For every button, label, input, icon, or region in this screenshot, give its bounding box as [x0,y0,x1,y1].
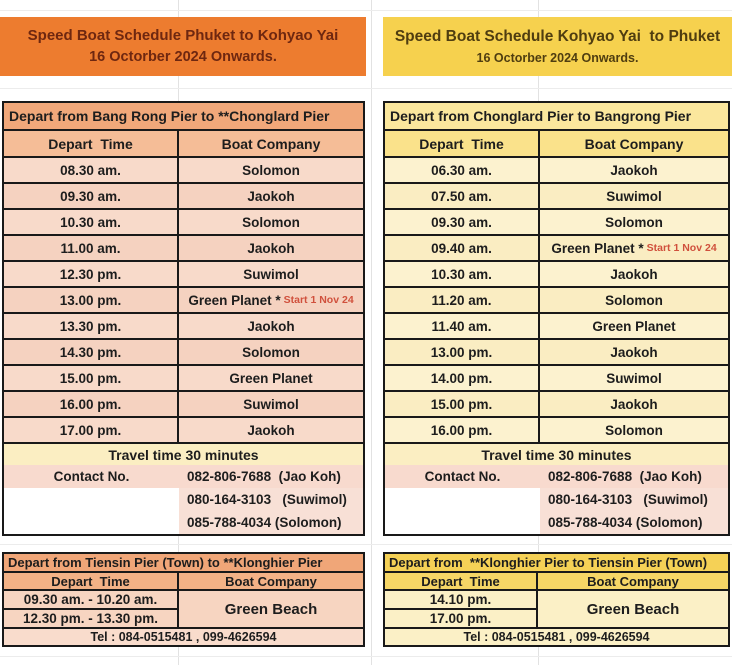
boat-company-name: Suwimol [243,396,299,412]
contact-label-empty [385,511,540,534]
boat-company-cell [179,236,363,260]
table-row [385,418,728,444]
boat-company-cell [179,184,363,208]
depart-time-cell: 16.00 pm. [4,392,179,416]
contact-row [4,488,363,511]
depart-time-cell: 14.00 pm. [385,366,540,390]
depart-time-cell: 17.00 pm. [429,611,492,626]
column-header-row [385,573,728,591]
boat-company-name: Solomon [242,162,300,178]
contact-number: 080-164-3103 (Suwimol) [540,488,728,511]
depart-time-cell: 12.30 pm. [4,262,179,286]
boat-company-cell [540,314,728,338]
depart-time-cell: 11.20 am. [385,288,540,312]
boat-company-name: Green Planet * [188,292,281,308]
tel-row: Tel : 084-0515481 , 099-4626594 [4,629,363,645]
boat-company-cell [179,262,363,286]
title-line-2: 16 Octorber 2024 Onwards. [89,48,277,65]
table-row [4,262,363,288]
depart-time-column-header: Depart Time [385,573,538,589]
title-line-2: 16 Octorber 2024 Onwards. [476,50,639,65]
left-main-title [0,17,366,76]
table-row [385,184,728,210]
table-row [385,288,728,314]
boat-company-cell [540,340,728,364]
contact-number: 082-806-7688 (Jao Koh) [540,465,728,488]
depart-time-cell: 15.00 pm. [4,366,179,390]
boat-company-cell [179,418,363,442]
contact-label: Contact No. [385,465,540,488]
contact-row [4,511,363,534]
section-title: Depart from **Klonghier Pier to Tiensin Pier (Town) [385,554,728,573]
boat-company-column-header: Boat Company [225,573,317,589]
section-title: Depart from Tiensin Pier (Town) to **Klonghier Pier [4,554,363,573]
title-line-1: Speed Boat Schedule Phuket to Kohyao Yai [27,27,339,45]
table-row [4,210,363,236]
boat-company-cell [179,392,363,416]
title-line-1: Speed Boat Schedule Kohyao Yai to Phuket [394,28,721,46]
boat-company-name: Jaokoh [247,240,295,256]
boat-company-cell [179,158,363,182]
depart-time-cell: 14.30 pm. [4,340,179,364]
contact-label: Contact No. [4,465,179,488]
boat-company-name: Jaokoh [247,422,295,438]
boat-company-column-header: Boat Company [587,573,679,589]
table-row [4,158,363,184]
boat-company-name: Suwimol [606,370,662,386]
boat-company-name: Solomon [605,422,663,438]
boat-company-name: Jaokoh [247,188,295,204]
contact-row [385,511,728,534]
boat-company-cell [179,288,363,312]
depart-time-cell: 10.30 am. [385,262,540,286]
boat-company-name: Jaokoh [610,266,658,282]
depart-time-cell: 09.40 am. [385,236,540,260]
boat-company-name: Jaokoh [610,396,658,412]
schedule-rows [385,158,728,444]
depart-time-cell: 13.00 pm. [4,288,179,312]
table-body [385,591,728,629]
table-row [4,418,363,444]
depart-time-cell: 08.30 am. [4,158,179,182]
contact-label-empty [4,511,179,534]
depart-time-cell: 07.50 am. [385,184,540,208]
depart-time-cell: 12.30 pm. - 13.30 pm. [22,611,159,626]
left-schedule-table [2,101,365,536]
contact-row [385,488,728,511]
boat-company-name: Solomon [605,292,663,308]
boat-company-name: Green Planet [592,318,676,334]
boat-company-cell [540,236,728,260]
gridline [0,88,732,89]
depart-time-cell: 11.40 am. [385,314,540,338]
contact-label-empty [4,488,179,511]
boat-company-name: Solomon [242,344,300,360]
column-header-row [4,131,363,158]
boat-company-name: Suwimol [243,266,299,282]
depart-times [385,591,538,627]
depart-time-cell: 09.30 am. [4,184,179,208]
boat-company-cell [179,340,363,364]
boat-company-name: Jaokoh [610,162,658,178]
boat-company-cell [179,366,363,390]
table-row [4,366,363,392]
boat-company-name: Green Planet [229,370,313,386]
depart-time-cell: 16.00 pm. [385,418,540,442]
table-row [4,340,363,366]
contact-number: 085-788-4034 (Solomon) [540,511,728,534]
left-town-pier-table [2,552,365,647]
depart-time-cell: 14.10 pm. [385,591,536,610]
contact-row [4,465,363,488]
table-row [385,158,728,184]
contact-number: 085-788-4034 (Solomon) [179,511,363,534]
gridline [0,656,732,657]
boat-company-column-header: Boat Company [221,135,321,152]
contact-number: 080-164-3103 (Suwimol) [179,488,363,511]
table-row [385,262,728,288]
start-date-note: Start 1 Nov 24 [646,242,717,254]
contact-label-empty [385,488,540,511]
boat-company-cell [540,184,728,208]
section-title: Depart from Bang Rong Pier to **Chonglard Pier [4,103,363,131]
schedule-rows [4,158,363,444]
boat-company-name: Solomon [605,214,663,230]
depart-time-cell: 13.00 pm. [385,340,540,364]
boat-company-cell: Green Beach [586,600,680,618]
depart-time-cell: 13.30 pm. [4,314,179,338]
section-title: Depart from Chonglard Pier to Bangrong Pier [385,103,728,131]
boat-company-name: Jaokoh [610,344,658,360]
boat-company-cell [540,210,728,234]
contact-row [385,465,728,488]
depart-time-cell: 15.00 pm. [385,392,540,416]
depart-time-cell: 09.30 am. [385,210,540,234]
table-row [385,366,728,392]
boat-company-cell [540,288,728,312]
column-header-row [385,131,728,158]
boat-company-cell [540,158,728,182]
right-main-title [383,17,732,76]
depart-time-cell: 10.30 am. [4,210,179,234]
gridline [0,544,732,545]
depart-time-cell: 17.00 pm. [4,418,179,442]
column-header-row [4,573,363,591]
tel-row: Tel : 084-0515481 , 099-4626594 [385,629,728,645]
right-schedule-table [383,101,730,536]
gridline [371,0,372,665]
depart-time-cell: 06.30 am. [385,158,540,182]
start-date-note: Start 1 Nov 24 [283,294,354,306]
table-row [385,340,728,366]
table-row [4,236,363,262]
table-row [385,236,728,262]
table-row [385,392,728,418]
right-town-pier-table [383,552,730,647]
contact-number: 082-806-7688 (Jao Koh) [179,465,363,488]
gridline [0,10,732,11]
depart-time-cell: 11.00 am. [4,236,179,260]
boat-company-cell [540,418,728,442]
depart-time-column-header: Depart Time [385,131,540,156]
depart-time-column-header: Depart Time [4,131,179,156]
table-row [4,392,363,418]
boat-company-column-header: Boat Company [584,135,684,152]
table-row [385,210,728,236]
table-row [4,184,363,210]
depart-time-column-header: Depart Time [4,573,179,589]
boat-company-cell: Green Beach [224,600,318,618]
table-body [4,591,363,629]
table-row [4,314,363,340]
boat-company-name: Green Planet * [551,240,644,256]
table-row [385,314,728,340]
travel-time-row: Travel time 30 minutes [4,444,363,465]
boat-company-name: Solomon [242,214,300,230]
boat-company-cell [540,366,728,390]
depart-times [4,591,179,627]
table-row [4,288,363,314]
boat-company-cell [540,392,728,416]
boat-company-cell [179,314,363,338]
depart-time-cell: 09.30 am. - 10.20 am. [4,591,177,610]
boat-company-name: Jaokoh [247,318,295,334]
boat-company-name: Suwimol [606,188,662,204]
boat-company-cell [179,210,363,234]
boat-company-cell [540,262,728,286]
travel-time-row: Travel time 30 minutes [385,444,728,465]
